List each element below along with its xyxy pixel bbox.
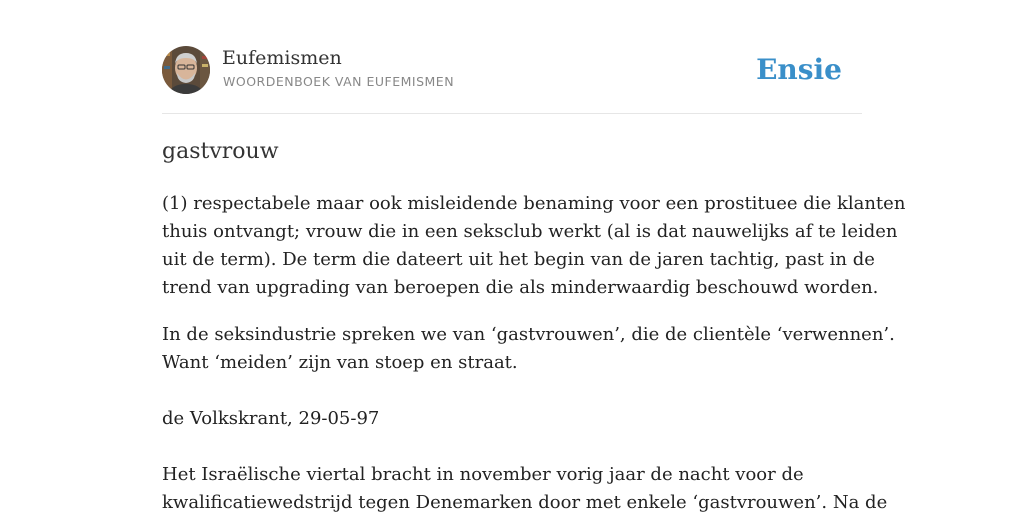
quote-line: Het Israëlische viertal bracht in november vorig jaar de nacht voor de [162,464,804,485]
header-divider [162,113,862,114]
quote-line: In de seksindustrie spreken we van ‘gastvrouwen’, die de clientèle ‘verwennen’. [162,324,895,345]
definition-line: (1) respectabele maar ook misleidende benaming voor een prostituee die klanten [162,193,906,214]
quote-block [162,321,895,512]
definition [162,190,906,302]
quote-line: kwalificatiewedstrijd tegen Denemarken door met enkele ‘gastvrouwen’. Na de [162,492,888,512]
definition-line: uit de term). De term die dateert uit het begin van de jaren tachtig, past in de [162,249,875,270]
author-photo-icon[interactable] [162,46,210,94]
dictionary-subtitle: WOORDENBOEK VAN EUFEMISMEN [223,74,455,89]
definition-line: thuis ontvangt; vrouw die in een seksclub werkt (al is dat nauwelijks af te leiden [162,221,898,242]
entry-term: gastvrouw [162,139,279,164]
dictionary-header [162,46,862,96]
ensie-logo-link[interactable]: Ensie [756,53,842,86]
dictionary-title[interactable]: Eufemismen [222,47,342,69]
quote-source: de Volkskrant, 29-05-97 [162,408,380,429]
quote-line: Want ‘meiden’ zijn van stoep en straat. [162,352,518,373]
entry-content [162,190,906,512]
definition-line: trend van upgrading van beroepen die als minderwaardig beschouwd worden. [162,277,879,298]
